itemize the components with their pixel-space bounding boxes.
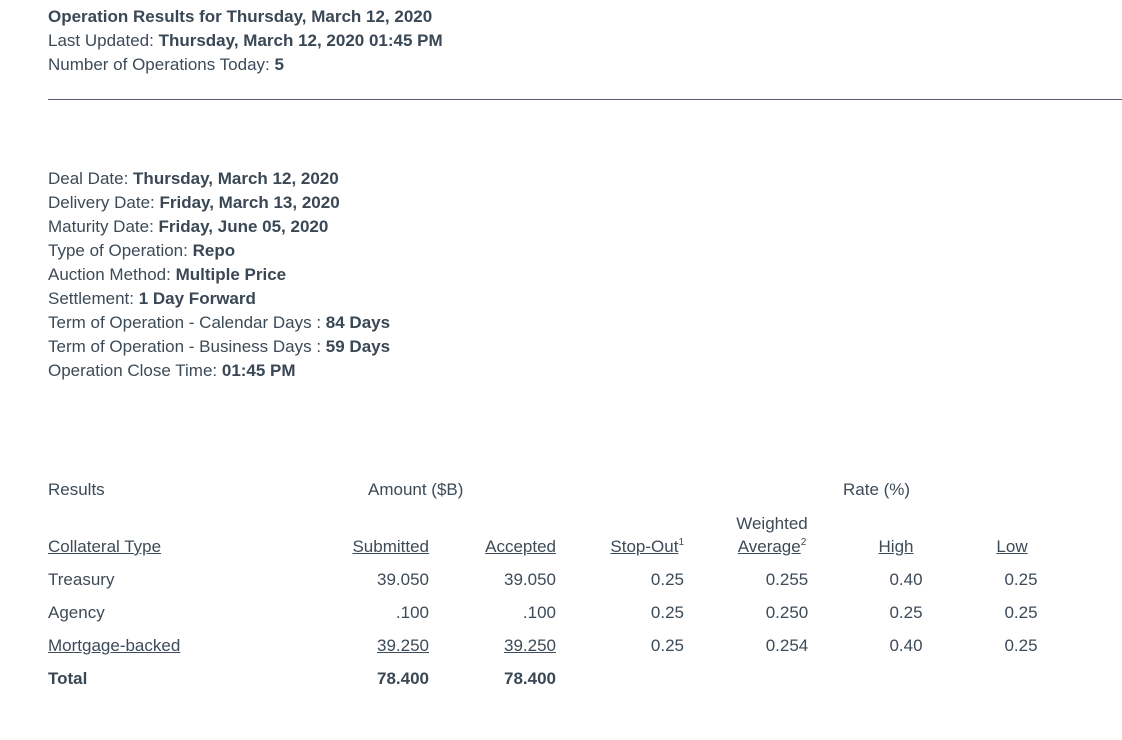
row-agency-stop-out: 0.25 [650,603,684,622]
row-agency-type: Agency [48,603,105,622]
row-treasury-low: 0.25 [1004,570,1038,589]
row-agency-high: 0.25 [889,603,923,622]
close-time-label: Operation Close Time: [48,361,222,380]
column-header-high: High [878,537,914,556]
row-mortgage-backed-type: Mortgage-backed [48,636,181,655]
operations-today [48,53,443,77]
auction-method-value: Multiple Price [175,265,287,284]
divider [48,99,1122,100]
operation-header [48,5,443,77]
row-treasury-weighted: 0.255 [765,570,809,589]
operations-today-value: 5 [274,55,284,74]
last-updated [48,29,443,53]
operation-type [48,239,390,263]
weighted-average-footnote-marker: 2 [800,537,807,548]
results-section-label: Results [48,480,105,499]
column-header-low: Low [996,537,1028,556]
deal-date-label: Deal Date: [48,169,134,188]
auction-method-label: Auction Method: [48,265,176,284]
amount-group-header: Amount ($B) [368,480,464,499]
row-mortgage-backed-accepted: 39.250 [504,636,556,655]
close-time-value: 01:45 PM [221,361,296,380]
weighted-average-label: Average [737,537,801,556]
column-header-accepted: Accepted [485,537,556,556]
close-time [48,359,390,383]
term-business-days [48,335,390,359]
operation-type-label: Type of Operation: [48,241,193,260]
row-mortgage-backed-high: 0.40 [889,636,923,655]
total-submitted: 78.400 [377,669,429,688]
row-treasury-stop-out: 0.25 [650,570,684,589]
delivery-date [48,191,390,215]
results-table [48,478,1122,708]
delivery-date-label: Delivery Date: [48,193,160,212]
row-treasury-type: Treasury [48,570,115,589]
row-treasury-accepted: 39.050 [504,570,556,589]
settlement-label: Settlement: [48,289,139,308]
row-mortgage-backed-weighted: 0.254 [765,636,809,655]
deal-date-value: Thursday, March 12, 2020 [133,169,339,188]
row-agency-weighted: 0.250 [765,603,809,622]
settlement [48,287,390,311]
delivery-date-value: Friday, March 13, 2020 [159,193,340,212]
term-calendar-days [48,311,390,335]
maturity-date-label: Maturity Date: [48,217,159,236]
rate-group-header: Rate (%) [843,480,911,499]
column-header-submitted: Submitted [352,537,429,556]
stop-out-label: Stop-Out [610,537,679,556]
auction-method [48,263,390,287]
deal-date [48,167,390,191]
column-header-weighted-line1: Weighted [736,514,808,533]
maturity-date [48,215,390,239]
row-mortgage-backed-low: 0.25 [1004,636,1038,655]
column-header-stop-out [588,535,684,559]
row-agency-submitted: .100 [395,603,429,622]
total-label: Total [48,669,88,688]
stop-out-footnote-marker: 1 [678,537,684,548]
column-header-weighted-average [716,535,828,559]
term-business-days-value: 59 Days [325,337,391,356]
operations-today-label: Number of Operations Today: [48,55,275,74]
last-updated-value: Thursday, March 12, 2020 01:45 PM [158,31,443,50]
page-title: Operation Results for Thursday, March 12, 2020 [48,7,433,26]
term-business-days-label: Term of Operation - Business Days : [48,337,326,356]
maturity-date-value: Friday, June 05, 2020 [158,217,329,236]
column-header-collateral-type: Collateral Type [48,537,162,556]
total-accepted: 78.400 [504,669,556,688]
operation-type-value: Repo [192,241,236,260]
last-updated-label: Last Updated: [48,31,159,50]
row-mortgage-backed-stop-out: 0.25 [650,636,684,655]
settlement-value: 1 Day Forward [138,289,256,308]
row-treasury-high: 0.40 [889,570,923,589]
term-calendar-days-label: Term of Operation - Calendar Days : [48,313,326,332]
row-agency-low: 0.25 [1004,603,1038,622]
row-agency-accepted: .100 [522,603,556,622]
operation-details [48,167,390,383]
row-treasury-submitted: 39.050 [377,570,429,589]
term-calendar-days-value: 84 Days [325,313,391,332]
row-mortgage-backed-submitted: 39.250 [377,636,429,655]
